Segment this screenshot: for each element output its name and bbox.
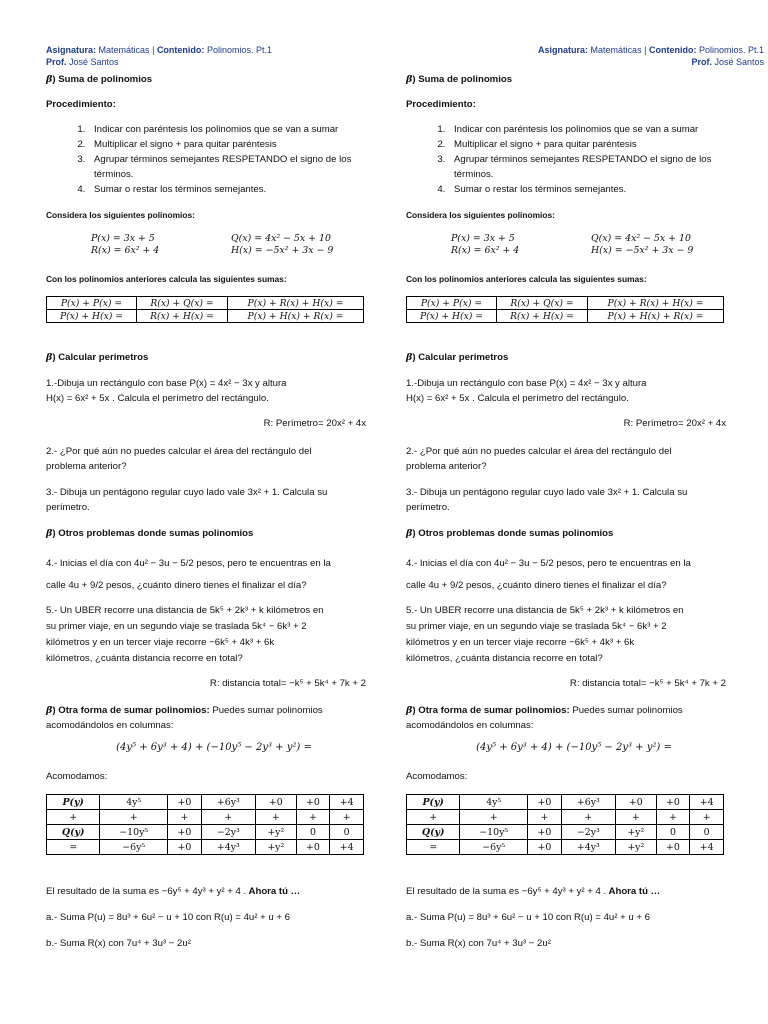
problem-4: 4.- Inicias el día con 4u² − 3u − 5/2 pesos, pero te encuentras en la calle 4u + 9/2 pesos, ¿cuánto dinero tienes el finalizar el día?	[46, 558, 331, 591]
columns-table: P(y) 4y⁵ +0 +6y³ +0 +0 +4 + + + + + + + Q(y) −10y⁵ +0 −2y³ +y² 0 0 = −6y⁵ +0 +4y³ +y² +0 +4	[406, 794, 724, 855]
poly-h: H(x) = −5x² + 3x − 9	[231, 245, 334, 256]
poly-h: H(x) = −5x² + 3x − 9	[591, 245, 694, 256]
consider-label: Considera los siguientes polinomios:	[46, 210, 195, 220]
problem-3: 3.- Dibuja un pentágono regular cuyo lado vale 3x² + 1. Calcula su perímetro.	[406, 487, 688, 513]
exercise-b: b.- Suma R(x) con 7u⁴ + 3u³ − 2u²	[46, 938, 191, 949]
sums-table: P(x) + P(x) = R(x) + Q(x) = P(x) + R(x) + H(x) = P(x) + H(x) = R(x) + H(x) = P(x) + H(x) + R(x) =	[46, 296, 364, 323]
answer-5: R: distancia total= −k⁵ + 5k⁴ + 7k + 2	[569, 678, 726, 689]
exercise-b: b.- Suma R(x) con 7u⁴ + 3u³ − 2u²	[406, 938, 551, 949]
worksheet-left	[44, 0, 384, 1024]
columns-table: P(y) 4y⁵ +0 +6y³ +0 +0 +4 + + + + + + + Q(y) −10y⁵ +0 −2y³ +y² 0 0 = −6y⁵ +0 +4y³ +y² +0 +4	[46, 794, 364, 855]
sums-table: P(x) + P(x) = R(x) + Q(x) = P(x) + R(x) + H(x) = P(x) + H(x) = R(x) + H(x) = P(x) + H(x) + R(x) =	[406, 296, 724, 323]
answer-5: R: distancia total= −k⁵ + 5k⁴ + 7k + 2	[209, 678, 366, 689]
poly-p: P(x) = 3x + 5	[451, 233, 515, 244]
problem-2: 2.- ¿Por qué aún no puedes calcular el área del rectángulo del problema anterior?	[406, 446, 672, 472]
poly-r: R(x) = 6x² + 4	[451, 245, 520, 256]
column-equation: (4y⁵ + 6y³ + 4) + (−10y⁵ − 2y³ + y²) =	[116, 742, 312, 753]
header: Asignatura: Matemáticas | Contenido: Polinomios. Pt.1 Prof. José Santos	[46, 45, 272, 67]
result-line: El resultado de la suma es −6y⁵ + 4y³ + y² + 4 . Ahora tú …	[406, 886, 661, 897]
problem-4: 4.- Inicias el día con 4u² − 3u − 5/2 pesos, pero te encuentras en la calle 4u + 9/2 pesos, ¿cuánto dinero tienes el finalizar el día?	[406, 558, 691, 591]
problem-2: 2.- ¿Por qué aún no puedes calcular el área del rectángulo del problema anterior?	[46, 446, 312, 472]
procedure-steps: 1. Indicar con paréntesis los polinomios que se van a sumar 2. Multiplicar el signo + para quitar paréntesis 3. Agrupar términos semejantes RESPETANDO el signo de los términos. 4. Sumar o restar los términos semejantes.	[46, 122, 366, 197]
problem-3: 3.- Dibuja un pentágono regular cuyo lado vale 3x² + 1. Calcula su perímetro.	[46, 487, 328, 513]
problem-1: 1.-Dibuja un rectángulo con base P(x) = 4x² − 3x y altura H(x) = 6x² + 5x . Calcula el perímetro del rectángulo.	[406, 378, 647, 404]
problem-1: 1.-Dibuja un rectángulo con base P(x) = 4x² − 3x y altura H(x) = 6x² + 5x . Calcula el perímetro del rectángulo.	[46, 378, 287, 404]
header: Asignatura: Matemáticas | Contenido: Polinomios. Pt.1 Prof. José Santos	[538, 45, 764, 67]
poly-q: Q(x) = 4x² − 5x + 10	[231, 233, 331, 244]
worksheet-right	[404, 0, 764, 1024]
other-title: β) Otros problemas donde sumas polinomios	[46, 528, 254, 539]
calc-label: Con los polinomios anteriores calcula las siguientes sumas:	[406, 274, 647, 284]
arrange-label: Acomodamos:	[406, 771, 468, 782]
result-line: El resultado de la suma es −6y⁵ + 4y³ + y² + 4 . Ahora tú …	[46, 886, 301, 897]
answer-1: R: Perímetro= 20x² + 4x	[263, 418, 366, 429]
procedure-label: Procedimiento:	[46, 99, 116, 110]
consider-label: Considera los siguientes polinomios:	[406, 210, 555, 220]
perimeter-title: β) Calcular perímetros	[46, 352, 149, 363]
other-title: β) Otros problemas donde sumas polinomios	[406, 528, 614, 539]
procedure-label: Procedimiento:	[406, 99, 476, 110]
exercise-a: a.- Suma P(u) = 8u³ + 6u² − u + 10 con R(u) = 4u² + u + 6	[46, 912, 290, 923]
procedure-steps: 1. Indicar con paréntesis los polinomios que se van a sumar 2. Multiplicar el signo + para quitar paréntesis 3. Agrupar términos semejantes RESPETANDO el signo de los términos. 4. Sumar o restar los términos semejantes.	[406, 122, 726, 197]
sum-title: β) Suma de polinomios	[46, 74, 153, 85]
columns-intro: β) Otra forma de sumar polinomios: Puedes sumar polinomios acomodándolos en columnas:	[46, 705, 323, 731]
poly-q: Q(x) = 4x² − 5x + 10	[591, 233, 691, 244]
problem-5: 5.- Un UBER recorre una distancia de 5k⁵ + 2k³ + k kilómetros en su primer viaje, en un segundo viaje se traslada 5k⁴ − 6k³ + 2 kilómetros y en un tercer viaje recorre −6k⁵ + 4k³ + 6k kilómetros, ¿cuánta distancia recorre en total?	[46, 605, 324, 664]
column-equation: (4y⁵ + 6y³ + 4) + (−10y⁵ − 2y³ + y²) =	[476, 742, 672, 753]
problem-5: 5.- Un UBER recorre una distancia de 5k⁵ + 2k³ + k kilómetros en su primer viaje, en un segundo viaje se traslada 5k⁴ − 6k³ + 2 kilómetros y en un tercer viaje recorre −6k⁵ + 4k³ + 6k kilómetros, ¿cuánta distancia recorre en total?	[406, 605, 684, 664]
calc-label: Con los polinomios anteriores calcula las siguientes sumas:	[46, 274, 287, 284]
answer-1: R: Perímetro= 20x² + 4x	[623, 418, 726, 429]
columns-intro: β) Otra forma de sumar polinomios: Puedes sumar polinomios acomodándolos en columnas:	[406, 705, 683, 731]
arrange-label: Acomodamos:	[46, 771, 108, 782]
poly-r: R(x) = 6x² + 4	[91, 245, 160, 256]
poly-p: P(x) = 3x + 5	[91, 233, 155, 244]
perimeter-title: β) Calcular perímetros	[406, 352, 509, 363]
sum-title: β) Suma de polinomios	[406, 74, 513, 85]
exercise-a: a.- Suma P(u) = 8u³ + 6u² − u + 10 con R(u) = 4u² + u + 6	[406, 912, 650, 923]
